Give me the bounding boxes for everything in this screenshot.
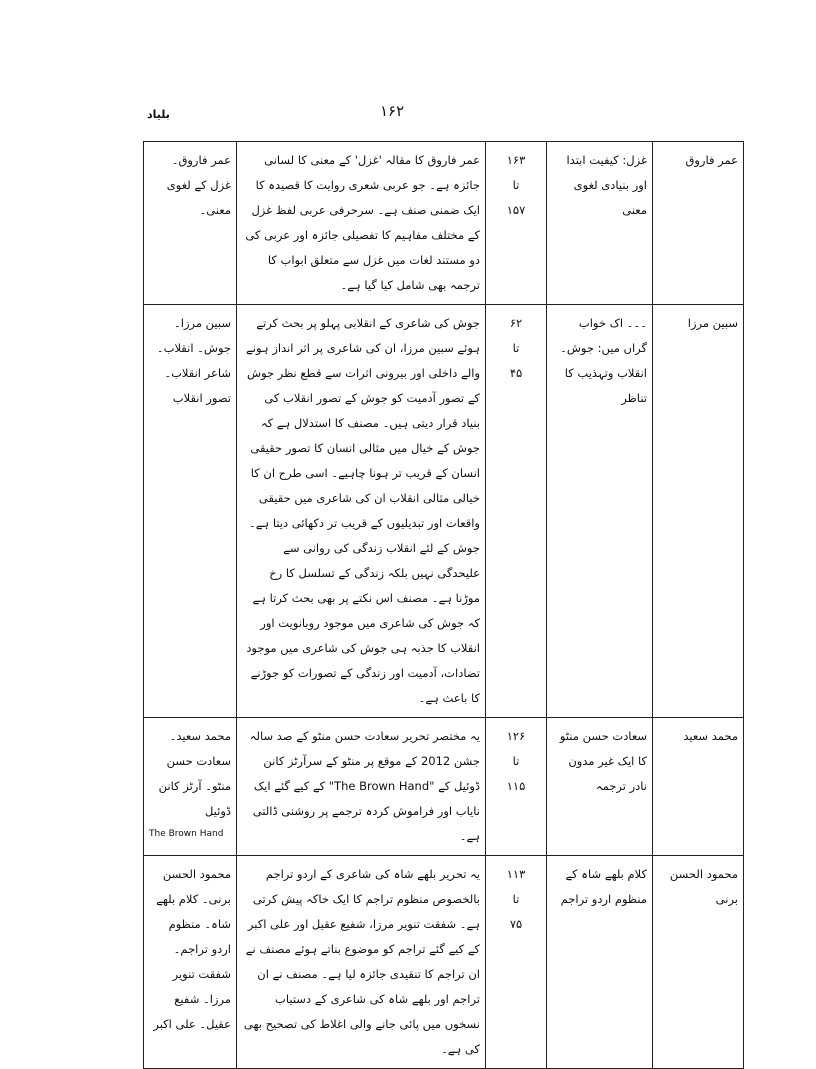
page-number: ۱۶۲ (380, 102, 405, 120)
page-to: تا (512, 754, 520, 768)
pages-cell (486, 142, 547, 305)
table-row (144, 718, 744, 856)
author-cell: محمود الحسن برنی (653, 856, 744, 1069)
summary-cell: عمر فاروق کا مقالہ 'غزل' کے معنی کا لسانی جائزہ ہے۔ جو عربی شعری روایت کا قصیدہ کا ایک ضمنی صنف ہے۔ سرحرفی عربی لفظ غزل کے مختلف مفاہیم کا تفصیلی جائزہ اور عربی کی دو مستند لغات میں غزل سے متعلق ابواب کا ترجمہ بھی شامل کیا گیا ہے۔ (237, 142, 486, 305)
pages-cell (486, 856, 547, 1069)
author-cell: سبین مرزا (653, 305, 744, 718)
keywords-text: محمود الحسن برنی۔ کلام بلھے شاہ۔ منظوم اردو تراجم۔ شفقت تنویر مرزا۔ شفیع عقیل۔ علی اکبر (153, 867, 231, 1031)
page-start: ۱۲۶ (506, 729, 526, 743)
page-start: ۱۱۳ (506, 867, 526, 881)
page-to: تا (512, 178, 520, 192)
topic-cell: سعادت حسن منٹو کا ایک غیر مدون نادر ترجمہ (547, 718, 653, 856)
keywords-latin: The Brown Hand (149, 829, 224, 839)
topic-cell: ۔۔۔ اک خواب گراں میں: جوش۔ انقلاب وتہذیب کا تناظر (547, 305, 653, 718)
table-row (144, 305, 744, 718)
page-end: ۱۱۵ (506, 779, 526, 793)
journal-label: بلیاد (147, 108, 170, 121)
page-end: ۴۵ (509, 366, 523, 380)
summary-cell: یہ تحریر بلھے شاہ کی شاعری کے اردو تراجم بالخصوص منظوم تراجم کا ایک خاکہ پیش کرتی ہے۔ شفقت تنویر مرزا، شفیع عقیل اور علی اکبر کے کیے گئے تراجم کو موضوع بناتے ہوئے مصنف نے ان تراجم کا تنقیدی جائزہ لیا ہے۔ مصنف نے ان تراجم اور بلھے شاہ کی شاعری کے دستیاب نسخوں میں پائی جانے والی اغلاط کی تصحیح بھی کی ہے۔ (237, 856, 486, 1069)
index-table (143, 141, 744, 1069)
author-cell: عمر فاروق (653, 142, 744, 305)
author-cell: محمد سعید (653, 718, 744, 856)
table-row (144, 856, 744, 1069)
keywords-cell (144, 856, 237, 1069)
summary-cell: یہ مختصر تحریر سعادت حسن منٹو کے صد سالہ جشن 2012 کے موقع پر منٹو کے سرآرٹز کانن ڈوئیل کے "The Brown Hand" کے کیے گئے ایک نایاب اور فراموش کردہ ترجمے پر روشنی ڈالتی ہے۔ (237, 718, 486, 856)
keywords-cell (144, 142, 237, 305)
pages-cell (486, 305, 547, 718)
keywords-cell (144, 718, 237, 856)
pages-cell (486, 718, 547, 856)
keywords-text: محمد سعید۔ سعادت حسن منٹو۔ آرٹز کانن ڈوئیل (158, 729, 231, 818)
page-to: تا (512, 341, 520, 355)
keywords-text: عمر فاروق۔ غزل کے لغوی معنی۔ (166, 153, 231, 217)
page-end: ۷۵ (509, 917, 523, 931)
page-start: ۶۲ (509, 316, 523, 330)
keywords-text: سبین مرزا۔ جوش۔ انقلاب۔ شاعر انقلاب۔ تصور انقلاب (156, 316, 231, 405)
page-end: ۱۵۷ (506, 203, 526, 217)
page-start: ۱۶۳ (506, 153, 526, 167)
summary-cell: جوش کی شاعری کے انقلابی پہلو پر بحث کرتے ہوئے سبین مرزا، ان کی شاعری پر اثر انداز ہونے والے داخلی اور بیرونی اثرات سے قطع نظر جوش کے تصور آدمیت کو جوش کے تصور انقلاب کی بنیاد قرار دیتی ہیں۔ مصنف کا استدلال ہے کہ جوش کے خیال میں مثالی انسان کا تصور حقیقی انسان کے قریب تر ہونا چاہیے۔ اسی طرح ان کا خیالی مثالی انقلاب ان کی شاعری میں حقیقی واقعات اور تبدیلیوں کے قریب تر دکھائی دیتا ہے۔ جوش کے لئے انقلاب زندگی کی روانی سے علیحدگی نہیں بلکہ زندگی کے تسلسل کا رخ موڑنا ہے۔ مصنف اس نکتے پر بھی بحث کرتا ہے کہ جوش کی شاعری میں موجود روبانویت اور انقلاب کا جذبہ ہی جوش کی شاعری میں موجود تضادات، آدمیت اور زندگی کے تصورات کو جوڑنے کا باعث ہے۔ (237, 305, 486, 718)
page-to: تا (512, 892, 520, 906)
topic-cell: کلام بلھے شاہ کے منظوم اردو تراجم (547, 856, 653, 1069)
keywords-cell (144, 305, 237, 718)
table-row (144, 142, 744, 305)
topic-cell: غزل: کیفیت ابتدا اور بنیادی لغوی معنی (547, 142, 653, 305)
